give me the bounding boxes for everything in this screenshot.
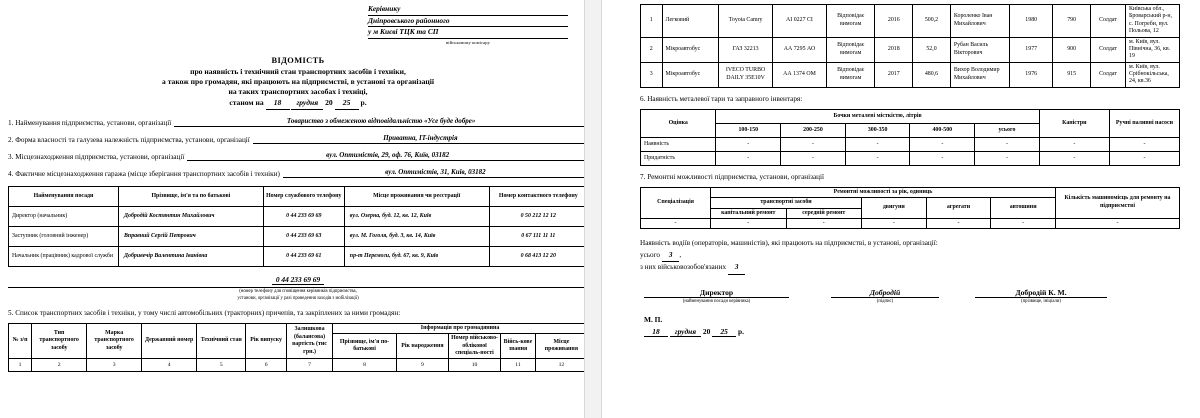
document-page-right <box>600 0 1200 418</box>
addressee-line-3: у м Києві ТЦК та СП <box>368 27 568 39</box>
staff-col-work-phone: Номер службового телефону <box>263 186 344 206</box>
vehicle-birth-year: 1977 <box>1010 37 1053 62</box>
vehicle-value: 500,2 <box>913 5 951 38</box>
tare-col-barrels-group: Бочки металеві місткістю, літрів <box>716 109 1039 123</box>
vehicle-col-citizen-name: Прізвище, ім'я по-батькові <box>333 334 397 359</box>
vehicle-rank: Солдат <box>1090 62 1125 87</box>
as-of-prefix: станом на <box>229 98 264 108</box>
section-6-heading: 6. Наявність металевої тари та заправного інвентаря: <box>640 94 803 103</box>
signature-date-month: грудня <box>670 327 701 337</box>
vehicle-colnum-7: 7 <box>286 359 332 372</box>
addressee-caption: військовому комісару <box>445 39 491 45</box>
tare-cell: - <box>716 151 781 165</box>
drivers-liable-line <box>640 262 1180 275</box>
as-of-suffix: р. <box>360 98 367 108</box>
signature-date-suffix: р. <box>738 327 744 337</box>
vehicle-colnum-1: 1 <box>9 359 32 372</box>
staff-work-phone: 0 44 233 69 63 <box>263 226 344 246</box>
tare-header-row-top <box>641 109 1180 123</box>
repair-col-group: Ремонтні можливості за рік, одиниць <box>711 187 1056 197</box>
tare-col-canister: Каністри <box>1039 109 1109 137</box>
table-row <box>641 151 1180 165</box>
staff-work-phone: 0 44 233 69 69 <box>263 206 344 226</box>
vehicle-table-header <box>8 323 588 373</box>
repair-cell: - <box>786 218 861 228</box>
staff-position: Директор (начальник) <box>9 206 119 226</box>
tare-row-label: Наявність <box>641 137 716 151</box>
repair-cell: - <box>641 218 711 228</box>
staff-col-contact-phone: Номер контактного телефону <box>489 186 587 206</box>
vehicle-colnum-10: 10 <box>448 359 500 372</box>
signature-name: Добродій К. М. <box>975 288 1107 299</box>
vehicle-type: Мікроавтобус <box>662 62 719 87</box>
title-subline-3: на таких транспортних засобах і техніці, <box>228 87 368 97</box>
form-item-4 <box>8 168 588 178</box>
signature-date-day: 18 <box>644 327 668 337</box>
vehicle-colnum-2: 2 <box>32 359 87 372</box>
vehicle-brand: Toyota Camry <box>719 5 773 38</box>
vehicle-condition: Відповідає вимогам <box>826 5 875 38</box>
repair-cell: - <box>861 218 926 228</box>
notify-caption-line-2: установи, організації у разі проведення заходів з мобілізації) <box>237 295 359 301</box>
vehicle-birth-year: 1976 <box>1010 62 1053 87</box>
repair-col-medium: середній ремонт <box>786 208 861 218</box>
vehicle-rank: Солдат <box>1090 5 1125 38</box>
vehicle-col-citizen-group: Інформація про громадянина <box>333 323 588 333</box>
table-row <box>641 218 1180 228</box>
drivers-total-value: 3 <box>662 250 680 263</box>
as-of-year-prefix: 20 <box>325 98 333 108</box>
notify-phone-block <box>8 269 588 302</box>
vehicle-year: 2016 <box>875 5 913 38</box>
vehicle-year: 2018 <box>875 37 913 62</box>
staff-table-header-row <box>9 186 588 206</box>
form-item-2-label: 2. Форма власності та галузева належність підприємства, установи, організації <box>8 135 250 144</box>
title-subline-2: а також про громадян, які працюють на підприємстві, в установі та організації <box>162 76 434 86</box>
section-7-heading: 7. Ремонтні можливості підприємства, установи, організації <box>640 172 825 181</box>
vehicle-col-type: Тип транспортного засобу <box>32 323 87 359</box>
staff-name: Вправний Сергій Петрович <box>119 226 264 246</box>
page-title: ВІДОМІСТЬ <box>271 56 325 66</box>
signature-date-year-prefix: 20 <box>702 327 711 337</box>
staff-col-name: Прізвище, ім'я та по батькові <box>119 186 264 206</box>
signature-mark-caption: (підпис) <box>876 299 894 305</box>
vehicle-col-mos: Номер військово-облікової спеціаль-ності <box>448 334 500 359</box>
vehicle-colnum-5: 5 <box>197 359 246 372</box>
tare-size-300-350: 300-350 <box>845 123 910 137</box>
signature-sign-block <box>831 288 939 305</box>
vehicle-type: Легковий <box>662 5 719 38</box>
addressee-block <box>368 4 568 46</box>
signature-name-caption: (прізвище, ініціали) <box>1021 299 1061 305</box>
tare-col-pump: Ручні паливні насоси <box>1109 109 1179 137</box>
staff-contact-phone: 0 67 111 11 11 <box>489 226 587 246</box>
vehicle-col-num: № з/п <box>9 323 32 359</box>
drivers-liable-label: з них військовозобов'язаних <box>640 263 727 272</box>
tare-size-400-500: 400-500 <box>910 123 975 137</box>
drivers-total-label: усього <box>640 250 661 259</box>
as-of-date-line <box>8 98 588 109</box>
repair-col-capacity: Кількість машиномісць для ремонту на підприємстві <box>1055 187 1179 218</box>
vehicle-residence: м. Київ, вул. Срібнокільська, 24, кв.36 <box>1126 62 1180 87</box>
repair-cell: - <box>926 218 991 228</box>
vehicle-colnum-6: 6 <box>246 359 287 372</box>
tare-row-label: Придатність <box>641 151 716 165</box>
vehicle-brand: ГАЗ 32213 <box>719 37 773 62</box>
form-item-3-label: 3. Місцезнаходження підприємства, установи, організації <box>8 152 185 161</box>
repair-col-engines: двигуни <box>861 198 926 219</box>
vehicle-citizen-name: Рубан Василь Вікторович <box>950 37 1009 62</box>
staff-position: Заступник (головний інженер) <box>9 226 119 246</box>
vehicle-colnum-12: 12 <box>535 359 587 372</box>
addressee-line-2: Дніпровського районного <box>368 16 568 28</box>
signature-position-block <box>644 288 789 305</box>
repair-col-specialization: Спеціалізація <box>641 187 711 218</box>
vehicle-colnum-4: 4 <box>142 359 197 372</box>
vehicle-col-value: Залишкова (балансова) вартість (тис грн.) <box>286 323 332 359</box>
staff-name: Добривечір Валентина Іванівна <box>119 246 264 266</box>
vehicle-num: 2 <box>641 37 663 62</box>
vehicle-col-residence: Місце проживання <box>535 334 587 359</box>
drivers-heading: Наявність водіїв (операторів, машиністів), які працюють на підприємстві, в установі, організації: <box>640 239 938 248</box>
tare-size-100-150: 100-150 <box>716 123 781 137</box>
signature-date-year: 25 <box>712 327 736 337</box>
vehicle-colnum-9: 9 <box>396 359 448 372</box>
staff-table <box>8 186 588 267</box>
staff-contact-phone: 0 50 212 12 12 <box>489 206 587 226</box>
drivers-block <box>640 238 1180 275</box>
vehicle-citizen-name: Короленко Іван Михайлович <box>950 5 1009 38</box>
staff-col-position: Найменування посади <box>9 186 119 206</box>
tare-cell: - <box>975 137 1040 151</box>
vehicle-plate: АІ 0227 СІ <box>773 5 827 38</box>
form-item-1-value: Товариство з обмеженою відповідальністю «Усе буде добре» <box>174 117 588 127</box>
vehicle-birth-year: 1980 <box>1010 5 1053 38</box>
tare-cell: - <box>716 137 781 151</box>
vehicle-plate: АА 7295 АО <box>773 37 827 62</box>
repair-cell: - <box>711 218 786 228</box>
vehicle-plate: АА 1374 ОМ <box>773 62 827 87</box>
tare-cell: - <box>781 151 846 165</box>
tare-cell: - <box>1039 137 1109 151</box>
staff-col-address: Місце проживання чи реєстрації <box>344 186 489 206</box>
table-row <box>641 62 1180 87</box>
tare-cell: - <box>1109 137 1179 151</box>
vehicle-condition: Відповідає вимогам <box>826 62 875 87</box>
form-item-2 <box>8 134 588 144</box>
notify-caption-line-1: (номер телефону для сповіщення керівників підприємства, <box>239 288 357 294</box>
as-of-year: 25 <box>335 98 359 109</box>
signature-date-line <box>640 327 1180 337</box>
addressee-line-1: Керівнику <box>368 4 568 16</box>
tare-size-200-250: 200-250 <box>781 123 846 137</box>
vehicle-column-number-row <box>9 359 588 372</box>
section-5-heading: 5. Список транспортних засобів і техніки, у тому числі автомобільних (тракторних) причепів, та закріплених за ними громадян: <box>8 308 401 317</box>
table-row <box>9 206 588 226</box>
vehicle-brand: IVECO TURBO DAILY 35E10V <box>719 62 773 87</box>
title-block <box>8 55 588 109</box>
staff-name: Добродій Костянтин Михайлович <box>119 206 264 226</box>
repair-table <box>640 187 1180 230</box>
form-item-4-value: вул. Оптимістів, 31, Київ, 03182 <box>283 168 588 178</box>
vehicle-type: Мікроавтобус <box>662 37 719 62</box>
vehicle-residence: м. Київ, вул. Північна, 36, кв. 19 <box>1126 37 1180 62</box>
vehicle-col-plate: Державний номер <box>142 323 197 359</box>
staff-address: вул. М. Гоголя, буд. 3, кв. 14, Київ <box>344 226 489 246</box>
vehicle-col-condition: Технічний стан <box>197 323 246 359</box>
tare-cell: - <box>845 151 910 165</box>
vehicle-col-birth-year: Рік народження <box>396 334 448 359</box>
tare-cell: - <box>1109 151 1179 165</box>
signature-name-block <box>975 288 1107 305</box>
drivers-total-suffix: , <box>679 250 682 259</box>
as-of-day: 18 <box>266 98 290 109</box>
vehicle-colnum-3: 3 <box>87 359 142 372</box>
tare-cell: - <box>910 151 975 165</box>
form-item-1-label: 1. Найменування підприємства, установи, організації <box>8 118 172 127</box>
signature-position-caption: (найменування посади керівника) <box>682 299 751 305</box>
vehicle-mos: 900 <box>1053 37 1091 62</box>
tare-size-total: усього <box>975 123 1040 137</box>
vehicle-mos: 915 <box>1053 62 1091 87</box>
vehicle-header-row-top <box>9 323 588 333</box>
vehicle-rank: Солдат <box>1090 37 1125 62</box>
vehicle-mos: 790 <box>1053 5 1091 38</box>
vehicle-num: 1 <box>641 5 663 38</box>
vehicle-year: 2017 <box>875 62 913 87</box>
repair-col-tires: автошини <box>991 198 1056 219</box>
staff-address: вул. Озерна, буд. 12, кв. 12, Київ <box>344 206 489 226</box>
repair-cell: - <box>991 218 1056 228</box>
tare-col-estimate: Оцінка <box>641 109 716 137</box>
vehicle-value: 480,6 <box>913 62 951 87</box>
as-of-month: грудня <box>291 98 323 109</box>
signature-position: Директор <box>644 288 789 299</box>
vehicle-num: 3 <box>641 62 663 87</box>
table-row <box>641 5 1180 38</box>
table-row <box>641 37 1180 62</box>
form-item-3-value: вул. Оптимістів, 29, оф. 76, Київ, 03182 <box>187 151 588 161</box>
table-row <box>9 226 588 246</box>
repair-header-row-1 <box>641 187 1180 197</box>
vehicle-col-rank: Війсь-кове звання <box>501 334 536 359</box>
vehicle-col-brand: Марка транспортного засобу <box>87 323 142 359</box>
staff-work-phone: 0 44 233 69 61 <box>263 246 344 266</box>
tare-cell: - <box>1039 151 1109 165</box>
drivers-total-line <box>640 250 1180 263</box>
vehicle-condition: Відповідає вимогам <box>826 37 875 62</box>
tare-cell: - <box>781 137 846 151</box>
notify-phone-number: 0 44 233 69 69 <box>272 275 324 286</box>
title-subline-1: про наявність і технічний стан транспортних засобів і техніки, <box>190 66 406 76</box>
signature-row <box>640 288 1180 305</box>
form-item-2-value: Приватна, IT-індустрія <box>253 134 588 144</box>
repair-col-units: агрегати <box>926 198 991 219</box>
table-row <box>9 246 588 266</box>
form-item-3 <box>8 151 588 161</box>
repair-col-capital: капітальний ремонт <box>711 208 786 218</box>
vehicle-table-data <box>640 4 1180 88</box>
stamp-label: М. П. <box>644 315 663 325</box>
signature-mark: Добродій <box>831 288 939 299</box>
vehicle-residence: Київська обл., Броварський р-н, с. Погреби, вул. Польова, 12 <box>1126 5 1180 38</box>
repair-cell: - <box>1055 218 1179 228</box>
form-item-4-label: 4. Фактичне місцезнаходження гаража (місце зберігання транспортних засобів і техніки) <box>8 169 280 178</box>
repair-col-vehicles: транспортні засоби <box>711 198 862 208</box>
tare-cell: - <box>975 151 1040 165</box>
notify-rule <box>8 287 588 288</box>
vehicle-citizen-name: Вихор Володимир Михайлович <box>950 62 1009 87</box>
form-item-1 <box>8 117 588 127</box>
vehicle-col-year: Рік випуску <box>246 323 287 359</box>
tare-cell: - <box>845 137 910 151</box>
tare-cell: - <box>910 137 975 151</box>
table-row <box>641 137 1180 151</box>
vehicle-colnum-8: 8 <box>333 359 397 372</box>
staff-position: Начальник (працівник) кадрової служби <box>9 246 119 266</box>
staff-contact-phone: 0 68 413 12 20 <box>489 246 587 266</box>
tare-table <box>640 109 1180 166</box>
staff-address: пр-т Перемоги, буд. 67, кв. 9, Київ <box>344 246 489 266</box>
drivers-liable-value: 3 <box>728 262 746 275</box>
vehicle-colnum-11: 11 <box>501 359 536 372</box>
vehicle-value: 52,0 <box>913 37 951 62</box>
